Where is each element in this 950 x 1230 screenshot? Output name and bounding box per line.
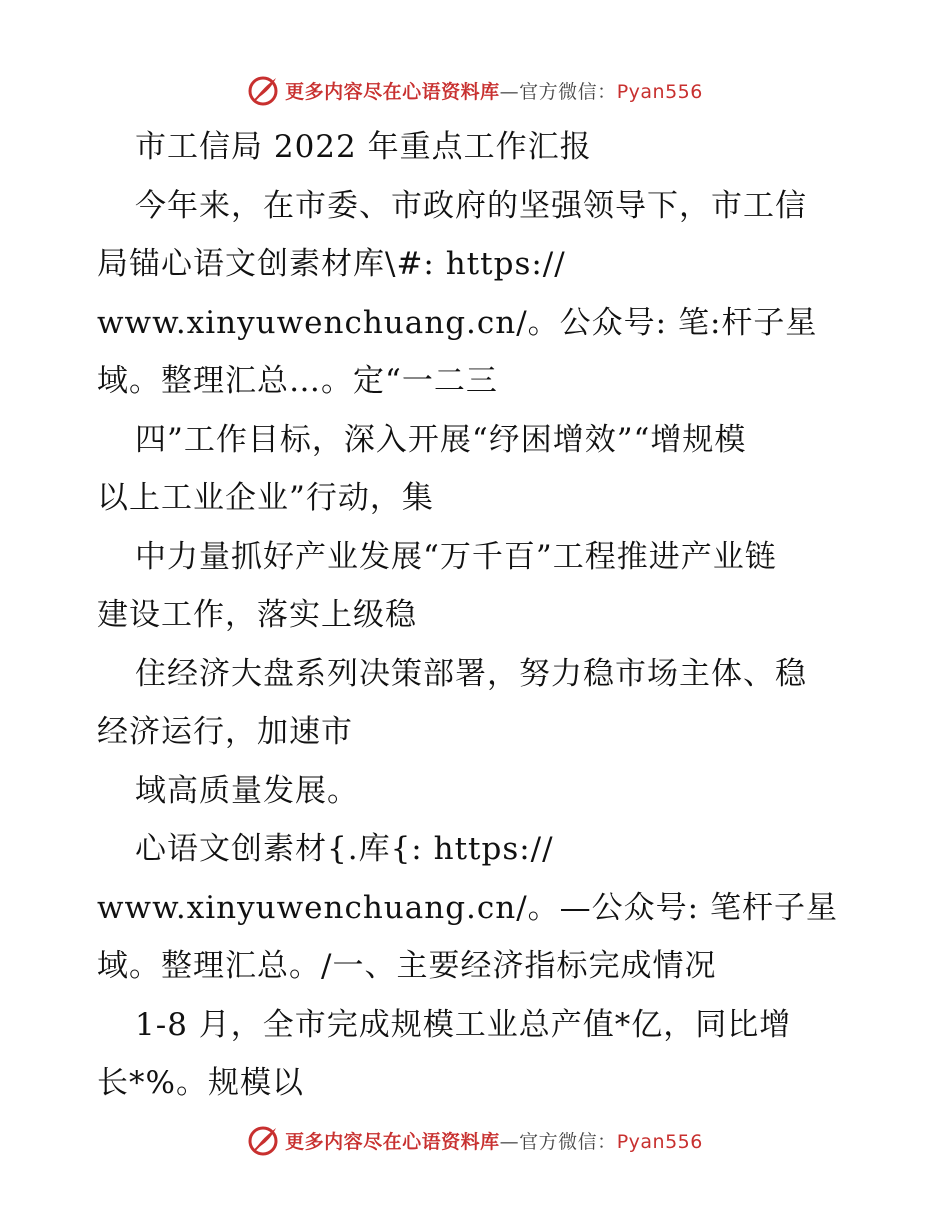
text-line: 长*%。规模以 bbox=[97, 1065, 304, 1101]
header-banner-title: 更多内容尽在心语资料库 bbox=[285, 80, 500, 103]
header-banner bbox=[0, 70, 950, 110]
document-body bbox=[97, 118, 867, 1113]
document-title: 市工信局 2022 年重点工作汇报 bbox=[135, 129, 592, 165]
text-line: www.xinyuwenchuang.cn/。公众号: 笔:杆子星 bbox=[97, 304, 818, 341]
footer-banner-label: 官方微信： bbox=[519, 1130, 617, 1153]
footer-banner-wechat: Pyan556 bbox=[616, 1130, 703, 1153]
text-line: 建设工作，落实上级稳 bbox=[97, 597, 417, 633]
text-line: 局锚心语文创素材库\#: https:// bbox=[97, 246, 566, 282]
text-line: 四”工作目标，深入开展“纾困增效”“增规模 bbox=[135, 421, 747, 458]
text-line: 以上工业企业”行动，集 bbox=[97, 480, 434, 516]
feather-quill-icon bbox=[247, 74, 279, 106]
header-banner-text bbox=[285, 77, 703, 104]
text-line: 域。整理汇总…。定“一二三 bbox=[97, 363, 498, 399]
text-line: 域高质量发展。 bbox=[135, 772, 359, 809]
footer-banner-title: 更多内容尽在心语资料库 bbox=[285, 1130, 500, 1153]
feather-quill-icon bbox=[247, 1124, 279, 1156]
footer-banner bbox=[0, 1120, 950, 1160]
header-banner-wechat: Pyan556 bbox=[616, 80, 703, 103]
section-heading-line: 域。整理汇总。/一、主要经济指标完成情况 bbox=[97, 948, 717, 984]
header-banner-dash: — bbox=[499, 80, 520, 103]
text-line: 经济运行，加速市 bbox=[97, 714, 353, 750]
footer-banner-dash: — bbox=[499, 1130, 520, 1153]
header-banner-label: 官方微信： bbox=[519, 80, 617, 103]
text-line: 今年来，在市委、市政府的坚强领导下，市工信 bbox=[135, 187, 807, 224]
text-line: 住经济大盘系列决策部署，努力稳市场主体、稳 bbox=[135, 655, 807, 692]
text-line: 心语文创素材{.库{: https:// bbox=[135, 831, 554, 867]
text-line: 1-8 月，全市完成规模工业总产值*亿，同比增 bbox=[135, 1006, 792, 1043]
text-line: www.xinyuwenchuang.cn/。—公众号: 笔杆子星 bbox=[97, 889, 838, 926]
text-line: 中力量抓好产业发展“万千百”工程推进产业链 bbox=[135, 538, 777, 575]
footer-banner-text bbox=[285, 1127, 703, 1154]
